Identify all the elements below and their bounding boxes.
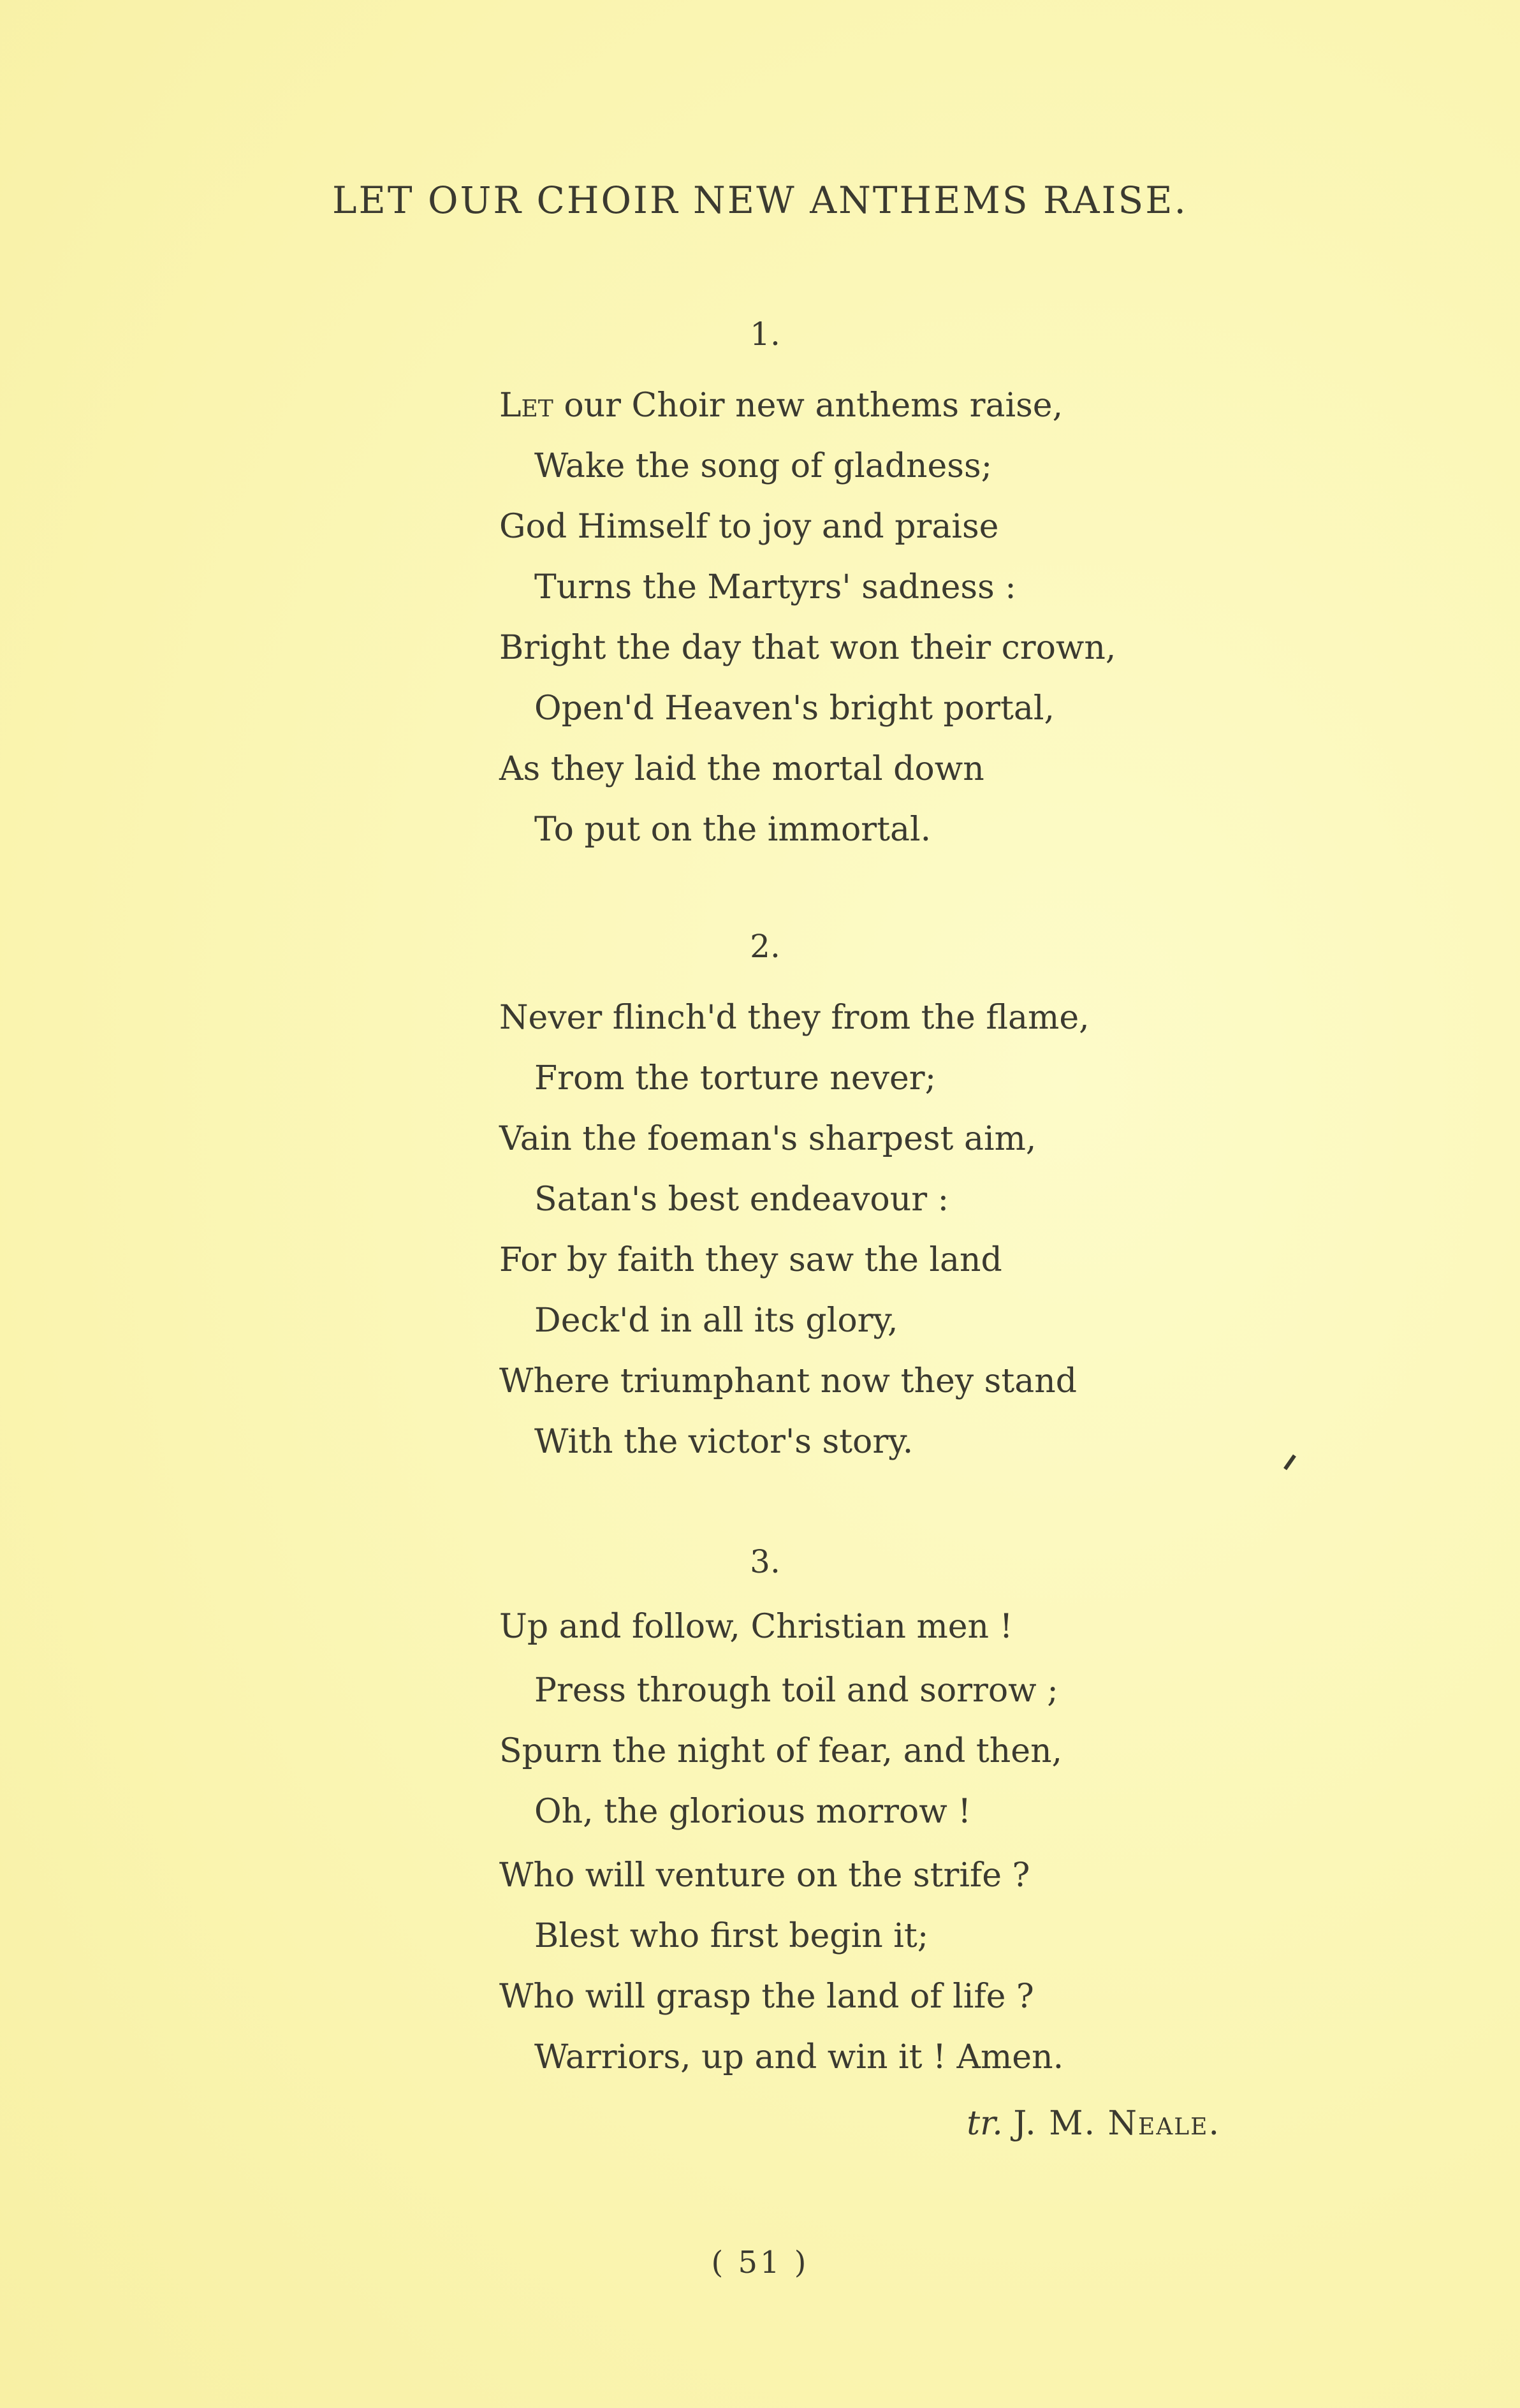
stanza-number: 3. xyxy=(750,1543,780,1580)
verse-line: Spurn the night of fear, and then, xyxy=(499,1732,1063,1770)
page-number: ( 51 ) xyxy=(711,2245,809,2280)
verse-line: Blest who first begin it; xyxy=(534,1917,929,1955)
verse-line: Let our Choir new anthems raise, xyxy=(499,386,1063,425)
verse-line: Bright the day that won their crown, xyxy=(499,629,1116,667)
stanza-number: 1. xyxy=(750,316,780,353)
verse-line: Up and follow, Christian men ! xyxy=(499,1608,1013,1646)
verse-line: With the victor's story. xyxy=(534,1423,914,1461)
translator-attribution xyxy=(967,2104,1220,2143)
verse-line: Who will venture on the strife ? xyxy=(499,1856,1030,1895)
verse-line: Who will grasp the land of life ? xyxy=(499,1978,1034,2016)
verse-line: God Himself to joy and praise xyxy=(499,508,999,546)
verse-line: As they laid the mortal down xyxy=(499,750,984,788)
drop-word: Let xyxy=(499,386,553,425)
verse-line: Deck'd in all its glory, xyxy=(534,1302,898,1340)
verse-line: Turns the Martyrs' sadness : xyxy=(534,568,1016,606)
verse-line: Warriors, up and win it ! Amen. xyxy=(534,2038,1064,2076)
verse-line: From the torture never; xyxy=(534,1059,937,1098)
hymn-title: LET OUR CHOIR NEW ANTHEMS RAISE. xyxy=(332,179,1188,222)
attribution-prefix: tr. xyxy=(967,2104,1003,2143)
verse-line: Vain the foeman's sharpest aim, xyxy=(499,1120,1037,1158)
verse-line: Wake the song of gladness; xyxy=(534,447,993,485)
verse-line: Never flinch'd they from the flame, xyxy=(499,999,1090,1037)
verse-line: Oh, the glorious morrow ! xyxy=(534,1793,972,1831)
translator-name: J. M. Neale. xyxy=(1013,2104,1220,2143)
verse-line: To put on the immortal. xyxy=(534,811,932,849)
verse-line: For by faith they saw the land xyxy=(499,1241,1002,1279)
verse-line: Satan's best endeavour : xyxy=(534,1180,949,1219)
stanza-number: 2. xyxy=(750,928,780,965)
pencil-mark xyxy=(1283,1455,1296,1471)
verse-line: Open'd Heaven's bright portal, xyxy=(534,689,1055,728)
verse-line: Where triumphant now they stand xyxy=(499,1362,1078,1400)
verse-line: Press through toil and sorrow ; xyxy=(534,1671,1058,1710)
